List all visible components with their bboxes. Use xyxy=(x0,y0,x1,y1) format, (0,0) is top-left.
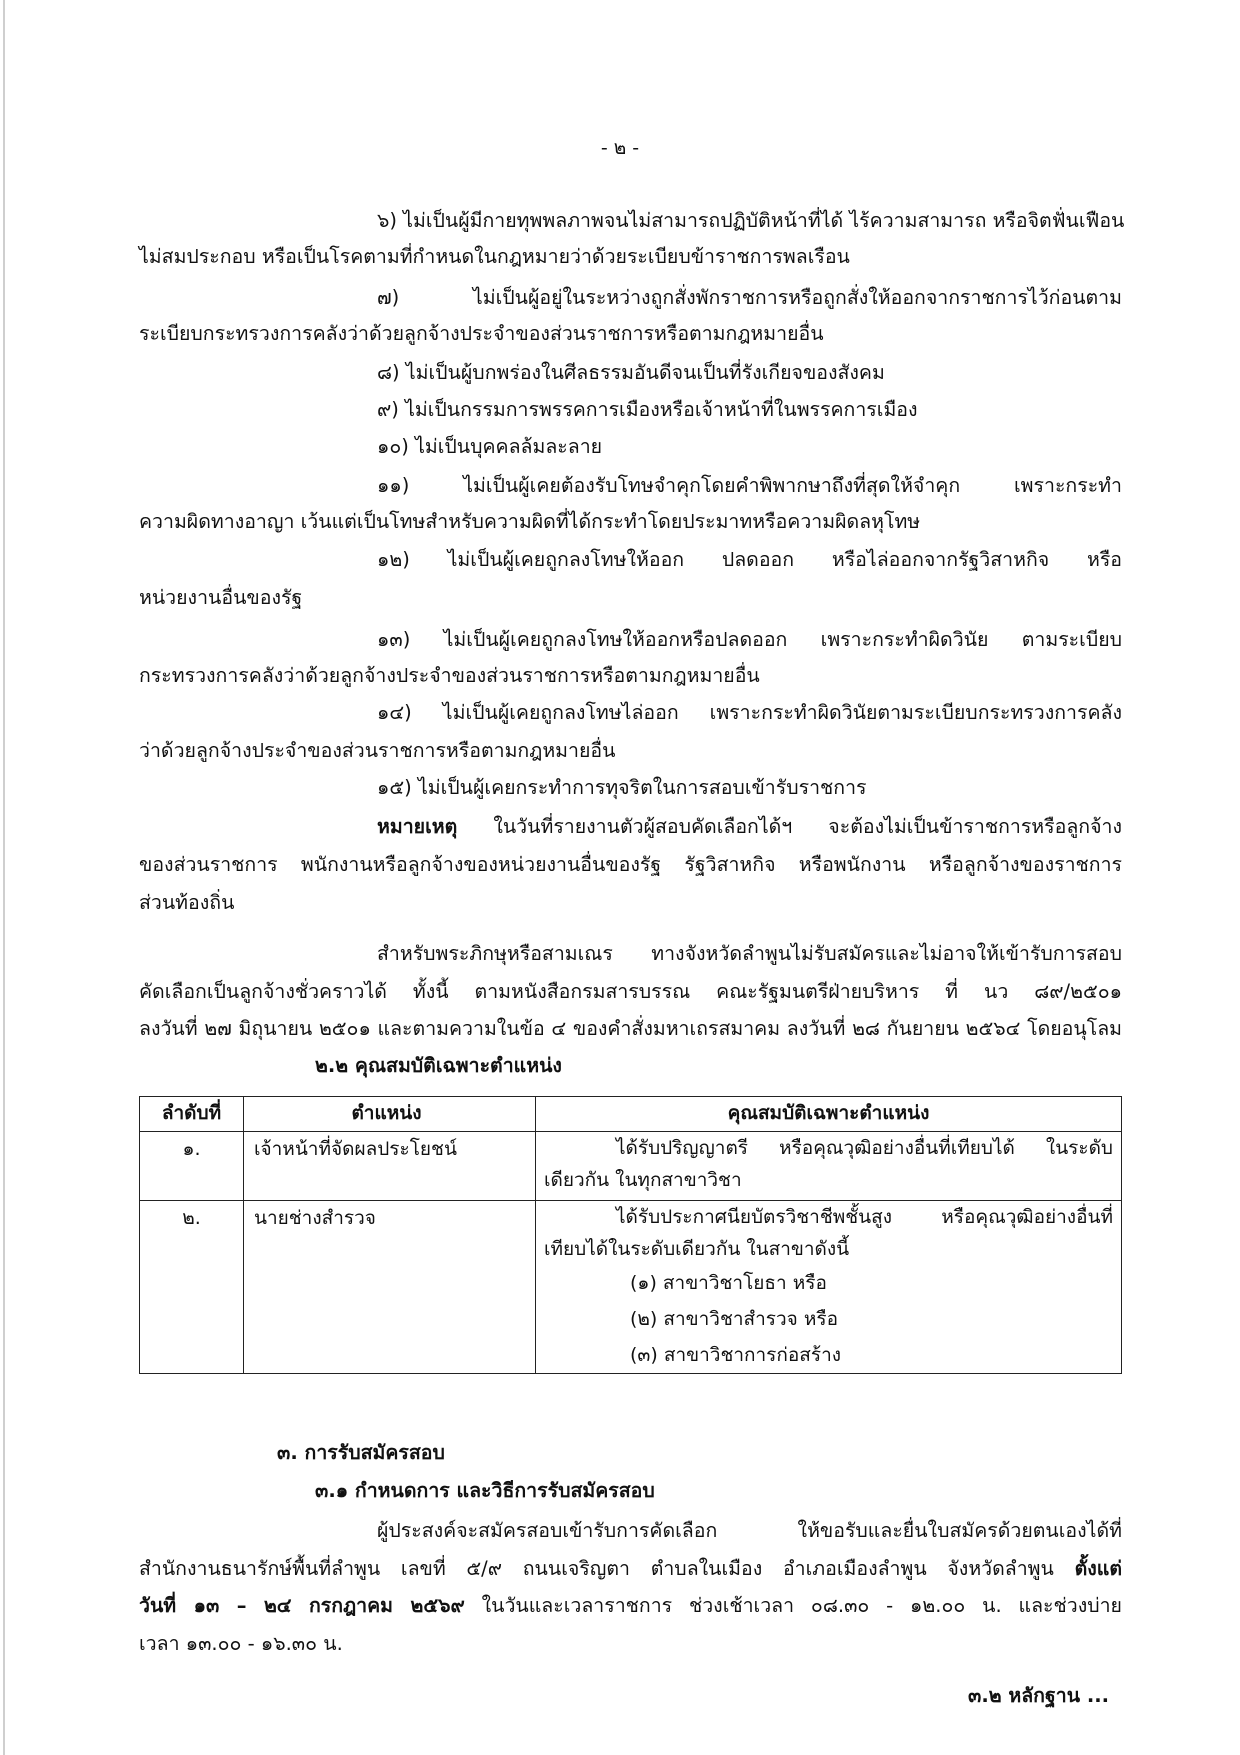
apply-line-2: สำนักงานธนารักษ์พื้นที่ลำพูน เลขที่ ๕/๙ ถนนเจริญตา ตำบลในเมือง อำเภอเมืองลำพูน จังหวัดลำพูน ตั้งแต่ xyxy=(139,1557,1122,1580)
item-14-line-2: ว่าด้วยลูกจ้างประจำของส่วนราชการหรือตามกฎหมายอื่น xyxy=(139,739,616,762)
page-number: - ๒ - xyxy=(600,137,640,159)
item-12-line-2: หน่วยงานอื่นของรัฐ xyxy=(139,586,303,609)
header-position: ตำแหน่ง xyxy=(244,1097,536,1132)
item-9: ๙) ไม่เป็นกรรมการพรรคการเมืองหรือเจ้าหน้าที่ในพรรคการเมือง xyxy=(377,398,918,421)
item-6-line-1: ๖) ไม่เป็นผู้มีกายทุพพลภาพจนไม่สามารถปฏิบัติหน้าที่ได้ ไร้ความสามารถ หรือจิตฟั่นเฟือน xyxy=(377,209,1125,232)
section-3-1-heading: ๓.๑ กำหนดการ และวิธีการรับสมัครสอบ xyxy=(315,1479,655,1502)
note-line-2: ของส่วนราชการ พนักงานหรือลูกจ้างของหน่วยงานอื่นของรัฐ รัฐวิสาหกิจ หรือพนักงาน หรือลูกจ้างของราชการ xyxy=(139,853,1122,876)
table-header-row xyxy=(140,1097,1122,1132)
row-number: ๒. xyxy=(140,1201,244,1374)
item-8: ๘) ไม่เป็นผู้บกพร่องในศีลธรรมอันดีจนเป็นที่รังเกียจของสังคม xyxy=(377,361,885,384)
field-of-study: (๒) สาขาวิชาสำรวจ หรือ xyxy=(630,1308,838,1330)
continuation-marker: ๓.๒ หลักฐาน ... xyxy=(968,1684,1110,1707)
row-number: ๑. xyxy=(140,1132,244,1201)
section-2-2-heading: ๒.๒ คุณสมบัติเฉพาะตำแหน่ง xyxy=(315,1054,562,1077)
item-11-line-2: ความผิดทางอาญา เว้นแต่เป็นโทษสำหรับความผิดที่ได้กระทำโดยประมาทหรือความผิดลหุโทษ xyxy=(139,510,921,533)
qualification-table xyxy=(139,1096,1122,1374)
item-7-line-1: ๗) ไม่เป็นผู้อยู่ในระหว่างถูกสั่งพักราชการหรือถูกสั่งให้ออกจากราชการไว้ก่อนตาม xyxy=(377,286,1122,309)
field-of-study: (๓) สาขาวิชาการก่อสร้าง xyxy=(630,1344,842,1366)
row-position: เจ้าหน้าที่จัดผลประโยชน์ xyxy=(244,1132,536,1201)
item-14-line-1: ๑๔) ไม่เป็นผู้เคยถูกลงโทษไล่ออก เพราะกระทำผิดวินัยตามระเบียบกระทรวงการคลัง xyxy=(377,701,1122,724)
monk-line-1: สำหรับพระภิกษุหรือสามเณร ทางจังหวัดลำพูนไม่รับสมัครและไม่อาจให้เข้ารับการสอบ xyxy=(377,942,1122,965)
item-15: ๑๕) ไม่เป็นผู้เคยกระทำการทุจริตในการสอบเข้ารับราชการ xyxy=(377,776,867,799)
apply-line-4: เวลา ๑๓.๐๐ - ๑๖.๓๐ น. xyxy=(139,1632,343,1655)
item-13-line-2: กระทรวงการคลังว่าด้วยลูกจ้างประจำของส่วนราชการหรือตามกฎหมายอื่น xyxy=(139,664,760,687)
item-7-line-2: ระเบียบกระทรวงการคลังว่าด้วยลูกจ้างประจำของส่วนราชการหรือตามกฎหมายอื่น xyxy=(139,322,824,345)
qualification-line: เดียวกัน ในทุกสาขาวิชา xyxy=(544,1169,742,1191)
table-row xyxy=(140,1201,1122,1374)
scan-edge-line xyxy=(3,0,5,1755)
header-qualification: คุณสมบัติเฉพาะตำแหน่ง xyxy=(536,1097,1122,1132)
row-qualification xyxy=(536,1132,1122,1201)
row-qualification xyxy=(536,1201,1122,1374)
qualification-line: เทียบได้ในระดับเดียวกัน ในสาขาดังนี้ xyxy=(544,1238,850,1260)
section-3-heading: ๓. การรับสมัครสอบ xyxy=(277,1441,445,1464)
item-10: ๑๐) ไม่เป็นบุคคลล้มละลาย xyxy=(377,435,603,458)
note-line-1: หมายเหตุ ในวันที่รายงานตัวผู้สอบคัดเลือกได้ฯ จะต้องไม่เป็นข้าราชการหรือลูกจ้าง xyxy=(377,815,1122,838)
qualification-line: ได้รับปริญญาตรี หรือคุณวุฒิอย่างอื่นที่เทียบได้ ในระดับ xyxy=(616,1137,1113,1159)
item-11-line-1: ๑๑) ไม่เป็นผู้เคยต้องรับโทษจำคุกโดยคำพิพากษาถึงที่สุดให้จำคุก เพราะกระทำ xyxy=(377,474,1122,497)
qualification-line: ได้รับประกาศนียบัตรวิชาชีพชั้นสูง หรือคุณวุฒิอย่างอื่นที่ xyxy=(616,1206,1113,1228)
monk-line-3: ลงวันที่ ๒๗ มิถุนายน ๒๕๐๑ และตามความในข้อ ๔ ของคำสั่งมหาเถรสมาคม ลงวันที่ ๒๘ กันยายน ๒๕๖๔ โดยอนุโลม xyxy=(139,1017,1122,1040)
apply-line-1: ผู้ประสงค์จะสมัครสอบเข้ารับการคัดเลือก ให้ขอรับและยื่นใบสมัครด้วยตนเองได้ที่ xyxy=(377,1519,1122,1542)
table-row xyxy=(140,1132,1122,1201)
field-of-study: (๑) สาขาวิชาโยธา หรือ xyxy=(630,1272,827,1294)
item-12-line-1: ๑๒) ไม่เป็นผู้เคยถูกลงโทษให้ออก ปลดออก หรือไล่ออกจากรัฐวิสาหกิจ หรือ xyxy=(377,548,1122,571)
note-label: หมายเหตุ xyxy=(377,815,458,838)
row-position: นายช่างสำรวจ xyxy=(244,1201,536,1374)
note-line-3: ส่วนท้องถิ่น xyxy=(139,891,235,914)
apply-line-3: วันที่ ๑๓ – ๒๔ กรกฎาคม ๒๕๖๙ ในวันและเวลาราชการ ช่วงเช้าเวลา ๐๘.๓๐ - ๑๒.๐๐ น. และช่วงบ่าย xyxy=(139,1594,1122,1617)
header-order: ลำดับที่ xyxy=(140,1097,244,1132)
item-6-line-2: ไม่สมประกอบ หรือเป็นโรคตามที่กำหนดในกฎหมายว่าด้วยระเบียบข้าราชการพลเรือน xyxy=(139,245,850,268)
monk-line-2: คัดเลือกเป็นลูกจ้างชั่วคราวได้ ทั้งนี้ ตามหนังสือกรมสารบรรณ คณะรัฐมนตรีฝ่ายบริหาร ที่ นว ๘๙/๒๕๐๑ xyxy=(139,980,1122,1003)
item-13-line-1: ๑๓) ไม่เป็นผู้เคยถูกลงโทษให้ออกหรือปลดออก เพราะกระทำผิดวินัย ตามระเบียบ xyxy=(377,628,1122,651)
